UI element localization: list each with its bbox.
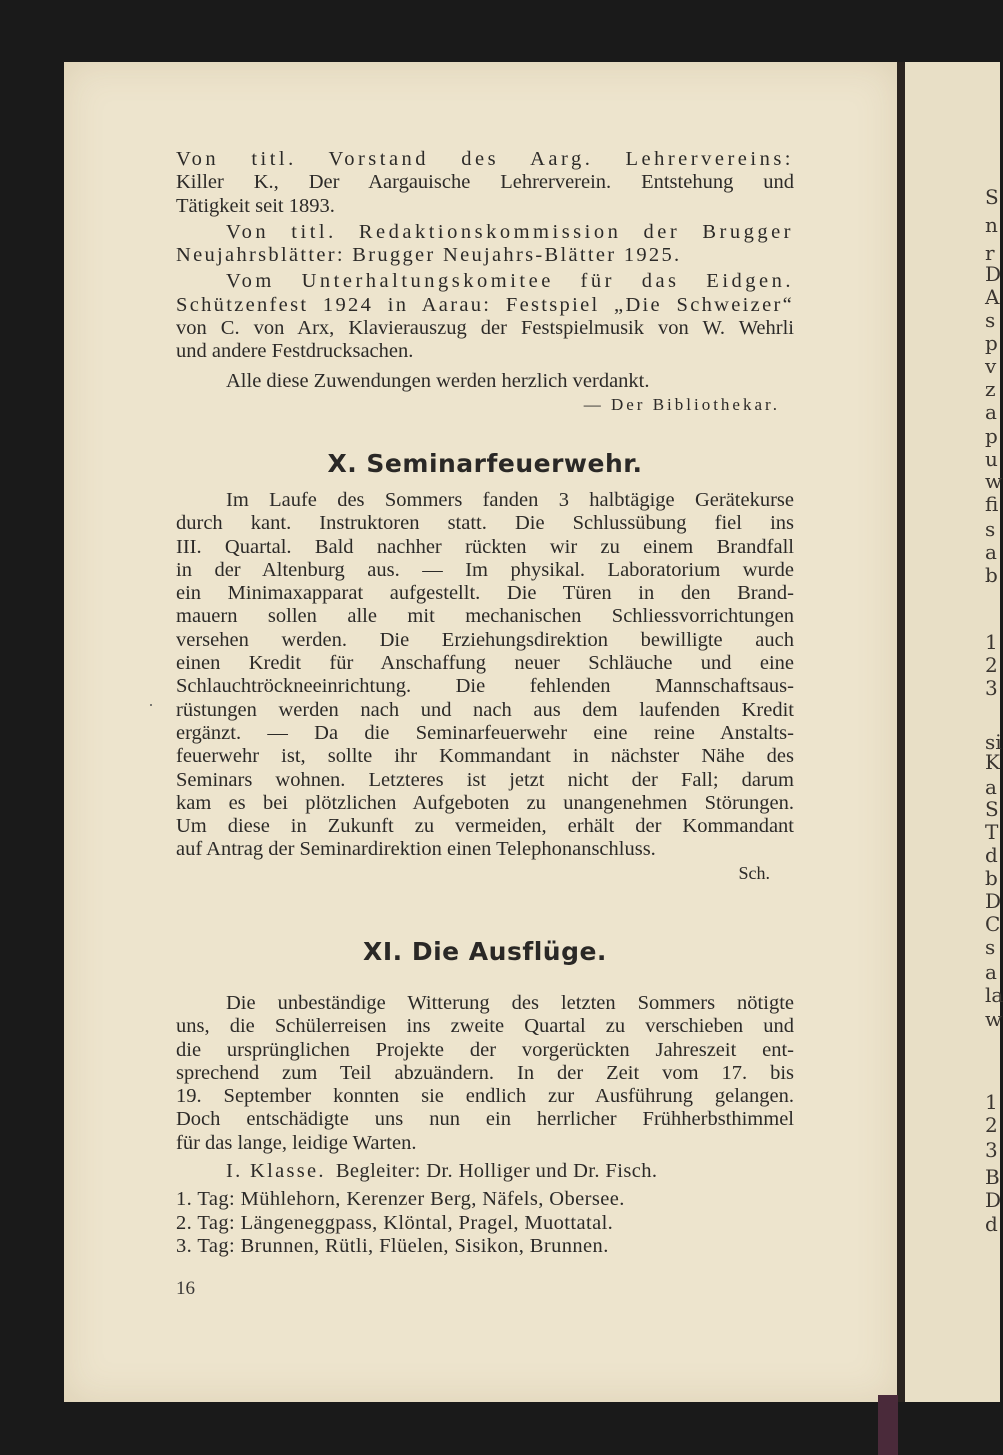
right-page-fragment: K — [985, 750, 1000, 774]
paragraph-line: mauern sollen alle mit mechanischen Schliessvorrichtungen — [176, 605, 794, 628]
paragraph-line: rüstungen werden nach und nach aus dem laufenden Kredit — [176, 698, 794, 721]
right-page-fragment: p — [985, 424, 998, 448]
right-page-fragment: d — [985, 843, 998, 867]
donations-block — [176, 148, 794, 416]
right-page-fragment: S — [985, 185, 999, 209]
donation-line: Neujahrsblätter: Brugger Neujahrs-Blätter 1925. — [176, 244, 682, 267]
donation-line: Von titl. Redaktionskommission der Brugger — [226, 220, 794, 243]
right-page-fragment: 2 — [985, 653, 998, 677]
paragraph-line: Die unbeständige Witterung des letzten Sommers nötigte — [226, 992, 794, 1014]
donation-line: Tätigkeit seit 1893. — [176, 194, 335, 217]
right-page-fragment: D — [985, 262, 1002, 286]
donation-line: von C. von Arx, Klavierauszug der Festspielmusik von W. Wehrli — [176, 317, 794, 340]
itinerary-day: 2. Tag: Längeneggpass, Klöntal, Pragel, Muottatal. — [176, 1211, 614, 1234]
paragraph-line: ein Minimaxapparat aufgestellt. Die Türen in den Brand- — [176, 582, 794, 605]
right-page-fragment: 2 — [985, 1113, 998, 1137]
section-seminarfeuerwehr — [176, 449, 794, 478]
right-page-fragment: u — [985, 447, 998, 471]
paragraph-line: sprechend zum Teil abzuändern. In der Zeit vom 17. bis — [176, 1061, 794, 1084]
right-page-fragment: A — [985, 285, 1000, 309]
paragraph-line: Schlauchtröckneeinrichtung. Die fehlenden Mannschaftsaus- — [176, 675, 794, 698]
right-page-fragment: b — [985, 866, 998, 890]
section-10-body — [176, 489, 794, 885]
librarian-signature: — Der Bibliothekar. — [583, 394, 780, 414]
right-page-fragment: D — [985, 1188, 1002, 1212]
paragraph-line: feuerwehr ist, sollte ihr Kommandant in nächster Nähe des — [176, 745, 794, 768]
section-heading: X. Seminarfeuerwehr. — [327, 449, 643, 478]
paragraph-line: Im Laufe des Sommers fanden 3 halbtägige Gerätekurse — [226, 489, 794, 511]
right-page-fragment: la — [985, 983, 1003, 1007]
right-page-fragment: s — [985, 308, 996, 332]
paragraph-line: III. Quartal. Bald nachher rückten wir zu einem Brandfall — [176, 535, 794, 558]
paragraph-line: ergänzt. — Da die Seminarfeuerwehr eine reine Anstalts- — [176, 721, 794, 744]
paragraph-line: versehen werden. Die Erziehungsdirektion bewilligte auch — [176, 628, 794, 651]
donation-line: Schützenfest 1924 in Aarau: Festspiel „Die Schweizer“ — [176, 293, 794, 316]
section-signature: Sch. — [738, 862, 770, 883]
paragraph-line: 19. September konnten sie endlich zur Ausführung gelangen. — [176, 1085, 794, 1108]
page-speck — [150, 704, 152, 706]
right-page-fragment: 1 — [985, 630, 998, 654]
right-page-fragment: s — [985, 935, 996, 959]
donation-line: Vom Unterhaltungskomitee für das Eidgen. — [226, 270, 794, 293]
book-gutter — [897, 62, 905, 1402]
thanks-line: Alle diese Zuwendungen werden herzlich verdankt. — [226, 369, 650, 392]
page-number: 16 — [176, 1278, 195, 1299]
right-page-fragment: p — [985, 331, 998, 355]
right-page-fragment: w — [985, 1007, 1003, 1031]
right-page-fragment: S — [985, 797, 999, 821]
paragraph-line: für das lange, leidige Warten. — [176, 1131, 417, 1154]
donation-line: Killer K., Der Aargauische Lehrerverein. Entstehung und — [176, 171, 794, 194]
right-page-fragment: w — [985, 469, 1003, 493]
paragraph-line: die ursprünglichen Projekte der vorgerückten Jahreszeit ent- — [176, 1038, 794, 1061]
right-page-fragment: 1 — [985, 1090, 998, 1114]
paragraph-line: in der Altenburg aus. — Im physikal. Laboratorium wurde — [176, 558, 794, 581]
right-page-fragment: a — [985, 400, 997, 424]
paragraph-line: uns, die Schülerreisen ins zweite Quartal zu verschieben und — [176, 1015, 794, 1038]
right-page-fragment: s — [985, 517, 996, 541]
right-page-fragment: B — [985, 1165, 1000, 1189]
paragraph-line: kam es bei plötzlichen Aufgeboten zu unangenehmen Störungen. — [176, 791, 794, 814]
right-page-fragment: C — [985, 912, 1001, 936]
bookmark-ribbon — [878, 1395, 898, 1455]
right-page-fragment: si — [985, 730, 1002, 754]
right-page-fragment: b — [985, 563, 998, 587]
section-ausfluege — [176, 937, 794, 966]
class-line — [176, 1160, 794, 1183]
right-page-fragment: v — [985, 354, 997, 378]
paragraph-line: Um diese in Zukunft zu vermeiden, erhält der Kommandant — [176, 815, 794, 838]
paragraph-line: Seminars wohnen. Letzteres ist jetzt nicht der Fall; darum — [176, 768, 794, 791]
right-page-fragments — [985, 0, 1003, 1455]
class-label: I. Klasse. — [226, 1160, 326, 1183]
itinerary-day: 1. Tag: Mühlehorn, Kerenzer Berg, Näfels, Obersee. — [176, 1188, 625, 1211]
right-page-fragment: a — [985, 540, 997, 564]
right-page-fragment: D — [985, 889, 1002, 913]
section-heading: XI. Die Ausflüge. — [363, 937, 607, 966]
right-page-fragment: 3 — [985, 676, 998, 700]
paragraph-line: Doch entschädigte uns nun ein herrlicher Frühherbsthimmel — [176, 1108, 794, 1131]
paragraph-line: durch kant. Instruktoren statt. Die Schlussübung fiel ins — [176, 512, 794, 535]
right-page-fragment: n — [985, 213, 998, 237]
right-page-fragment: d — [985, 1212, 998, 1236]
donation-line: und andere Festdrucksachen. — [176, 340, 414, 363]
class-companions: Begleiter: Dr. Holliger und Dr. Fisch. — [335, 1160, 658, 1183]
right-page-fragment: T — [985, 820, 999, 844]
itinerary-day: 3. Tag: Brunnen, Rütli, Flüelen, Sisikon, Brunnen. — [176, 1234, 609, 1257]
right-page-fragment: z — [985, 377, 996, 401]
paragraph-line: auf Antrag der Seminardirektion einen Telephonanschluss. — [176, 838, 656, 861]
right-page-fragment: 3 — [985, 1138, 998, 1162]
paragraph-line: einen Kredit für Anschaffung neuer Schläuche und eine — [176, 652, 794, 675]
right-page-fragment: r — [985, 241, 995, 265]
donation-line: Von titl. Vorstand des Aarg. Lehrervereins: — [176, 148, 794, 170]
section-11-body — [176, 992, 794, 1258]
right-page-fragment: a — [985, 960, 997, 984]
right-page-fragment: a — [985, 775, 997, 799]
right-page-fragment: fi — [985, 492, 999, 516]
